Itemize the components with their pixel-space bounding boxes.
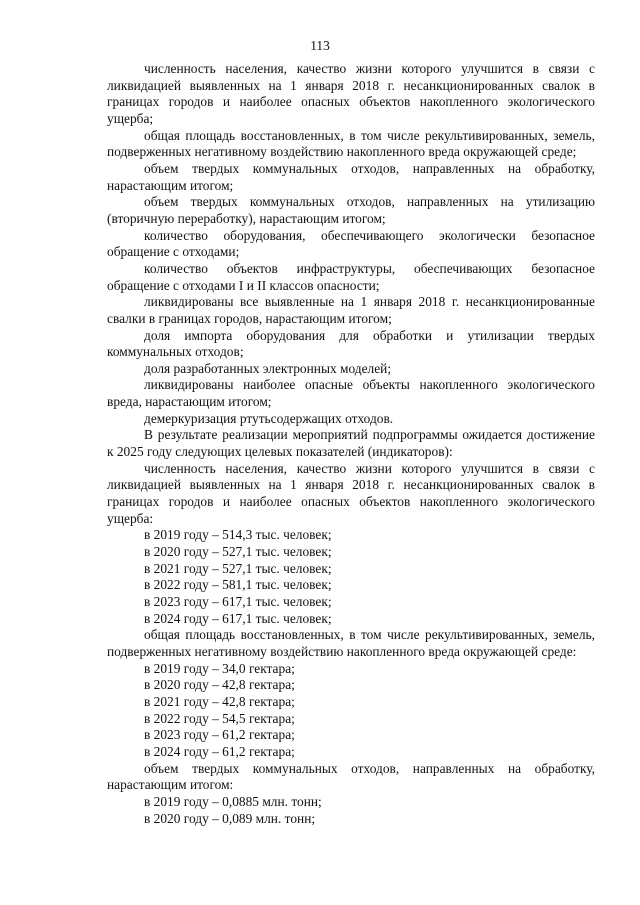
list-item: в 2023 году – 617,1 тыс. человек; [144, 594, 332, 609]
list-item: в 2022 году – 581,1 тыс. человек; [144, 577, 332, 593]
document-body [107, 61, 595, 827]
list-item: в 2020 году – 527,1 тыс. человек; [144, 544, 332, 560]
paragraph: общая площадь восстановленных, в том числе рекультивированных, земель, подверженных негативному воздействию накопленного вреда окружающей среде: [107, 627, 595, 659]
list-item: в 2021 году – 527,1 тыс. человек; [144, 560, 332, 576]
list-item: в 2021 году – 42,8 гектара; [144, 693, 295, 709]
list-item: в 2024 году – 617,1 тыс. человек; [144, 610, 332, 626]
paragraph: ликвидированы наиболее опасные объекты накопленного экологического вреда, нарастающим итогом; [107, 377, 595, 410]
list-item: в 2024 году – 61,2 гектара; [144, 743, 295, 759]
paragraph: численность населения, качество жизни которого улучшится в связи с ликвидацией выявленных на 1 января 2018 г. несанкционированных свалок в границах городов и наиболее опасных объектов накопленного экологического ущерба; [107, 61, 595, 126]
paragraph: демеркуризация ртутьсодержащих отходов. [144, 410, 394, 426]
list-item: в 2019 году – 514,3 тыс. человек; [144, 527, 332, 543]
list-item: в 2019 году – 0,0885 млн. тонн; [144, 793, 322, 809]
paragraph: доля разработанных электронных моделей; [144, 360, 392, 376]
paragraph: общая площадь восстановленных, в том числе рекультивированных, земель, подверженных негативному воздействию накопленного вреда окружающей среде; [107, 127, 595, 160]
paragraph: В результате реализации мероприятий подпрограммы ожидается достижение к 2025 году следующих целевых показателей (индикаторов): [107, 427, 595, 460]
paragraph: количество оборудования, обеспечивающего экологически безопасное обращение с отходами; [107, 227, 595, 260]
list-item: в 2020 году – 0,089 млн. тонн; [144, 810, 316, 826]
list-item: в 2023 году – 61,2 гектара; [144, 727, 295, 743]
paragraph: объем твердых коммунальных отходов, направленных на утилизацию (вторичную переработку), нарастающим итогом; [107, 194, 595, 226]
paragraph: численность населения, качество жизни которого улучшится в связи с ликвидацией выявленных на 1 января 2018 г. несанкционированных свалок в границах городов и наиболее опасных объектов накопленного экологического ущерба: [107, 460, 595, 526]
paragraph: ликвидированы все выявленные на 1 января 2018 г. несанкционированные свалки в границах городов, нарастающим итогом; [107, 294, 595, 326]
list-item: в 2020 году – 42,8 гектара; [144, 677, 295, 693]
paragraph: доля импорта оборудования для обработки и утилизации твердых коммунальных отходов; [107, 327, 595, 360]
list-item: в 2022 году – 54,5 гектара; [144, 710, 295, 726]
list-item: в 2019 году – 34,0 гектара; [144, 660, 295, 676]
paragraph: количество объектов инфраструктуры, обеспечивающих безопасное обращение с отходами I и II классов опасности; [107, 260, 595, 293]
paragraph: объем твердых коммунальных отходов, направленных на обработку, нарастающим итогом; [107, 160, 595, 193]
page-number: 113 [310, 38, 330, 53]
paragraph: объем твердых коммунальных отходов, направленных на обработку, нарастающим итогом: [107, 760, 595, 793]
